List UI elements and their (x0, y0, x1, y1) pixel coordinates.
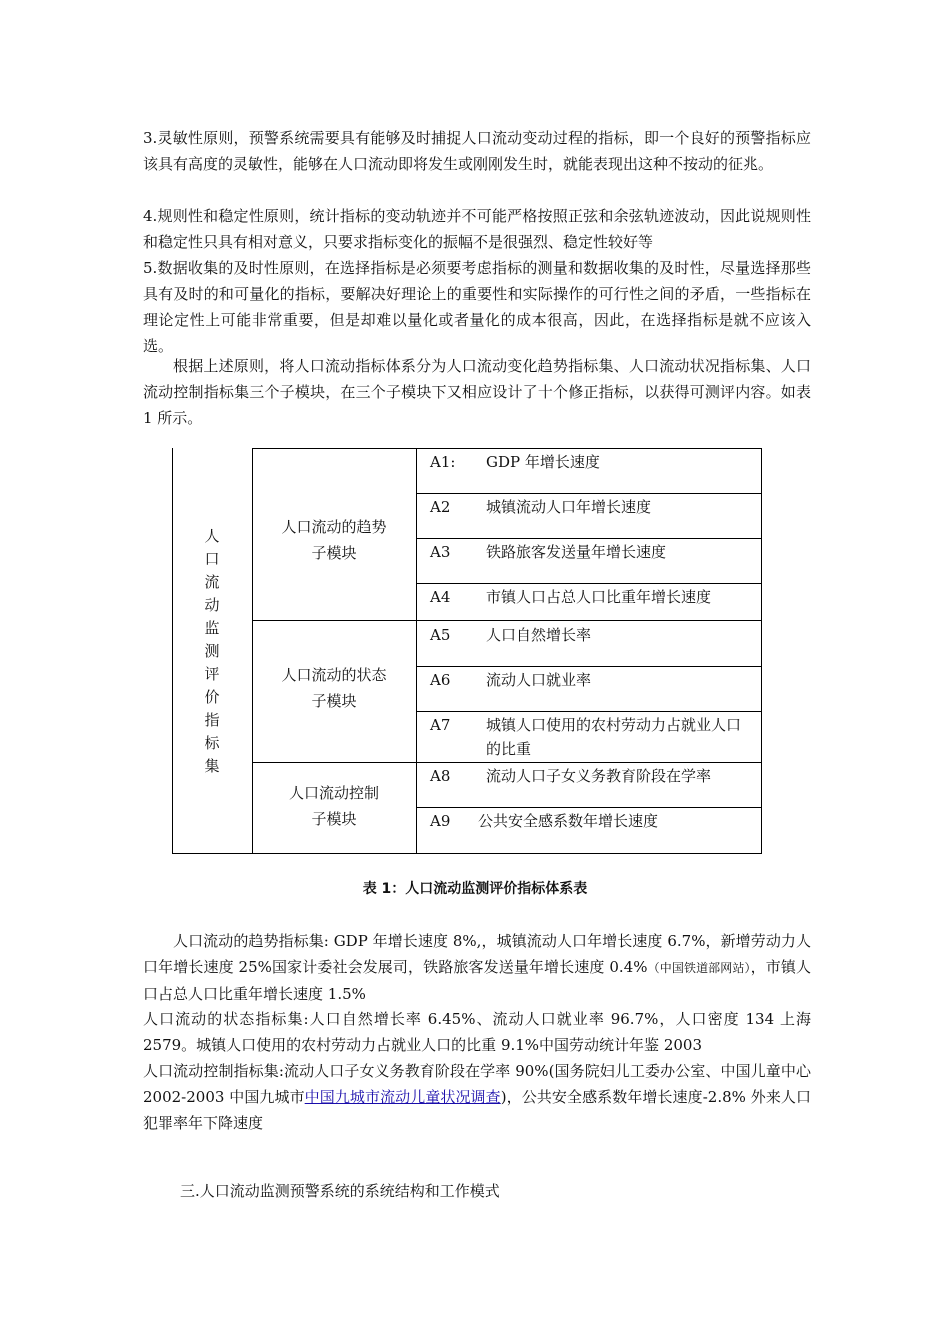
trend-text-a: 人口流动的趋势指标集: GDP 年增长速度 8%,，城镇流动人口年增长速度 6.7%，新增劳动力人口年增长速度 25%国家计委社会发展司，铁路旅客发送量年增长速度 0.4% (143, 932, 811, 976)
paragraph-summary: 根据上述原则，将人口流动指标体系分为人口流动变化趋势指标集、人口流动状况指标集、人口流动控制指标集三个子模块，在三个子模块下又相应设计了十个修正指标，以获得可测评内容。如表 1 所示。 (143, 357, 811, 427)
indicator-table: 人口流动监测评价指标集 人口流动的趋势 子模块 人口流动的状态 子模块 人口流动控制 子模块 A1: GDP 年增长速度 A2 城镇流动人口年增长速度 A3 铁路旅客发送量年增长速度 A4 市镇人口占总人口比重年增长速度 A5 人口自然增长率 A6 流动人口就业率 A7 城镇人口使用的农村劳动力占就业人口的比重 A8 流动人口子女义务教育阶段在学率 A9 公共安全感系数年增长速度 (172, 448, 762, 854)
trend-text-b: ，市镇人口占总人口比重年增长速度 1.5% (143, 958, 811, 1003)
control-text-a: 人口流动控制指标集:流动人口子女义务教育阶段在学率 90%(国务院妇儿工委办公室、中国儿童中心 2002-2003 中国九城市 (143, 1062, 811, 1106)
paragraph-regularity: 4.规则性和稳定性原则，统计指标的变动轨迹并不可能严格按照正弦和余弦轨迹波动，因此说规则性和稳定性只具有相对意义，只要求指标变化的振幅不是很强烈、稳定性较好等 (143, 207, 811, 251)
module-trend: 人口流动的趋势 子模块 (281, 518, 387, 562)
paragraph-timeliness: 5.数据收集的及时性原则，在选择指标是必须要考虑指标的测量和数据收集的及时性，尽量选择那些具有及时的和可量化的指标，要解决好理论上的重要性和实际操作的可行性之间的矛盾，一些指标在理论定性上可能非常重要，但是却难以量化或者量化的成本很高，因此，在选择指标是就不应该入选。 (143, 259, 811, 355)
module-state: 人口流动的状态 子模块 (281, 666, 387, 710)
paragraph-trend-indicators (143, 928, 811, 1007)
table-root-label: 人口流动监测评价指标集 (204, 526, 220, 775)
paragraph-sensitivity: 3.灵敏性原则，预警系统需要具有能够及时捕捉人口流动变动过程的指标，即一个良好的预警指标应该具有高度的灵敏性，能够在人口流动即将发生或刚刚发生时，就能表现出这种不按动的征兆。 (143, 129, 811, 173)
module-control: 人口流动控制 子模块 (288, 784, 379, 828)
table-caption: 表 1：人口流动监测评价指标体系表 (362, 881, 588, 897)
survey-link[interactable]: 中国九城市流动儿童状况调查 (304, 1088, 501, 1106)
paragraph-control-indicators (143, 1058, 811, 1136)
control-text-b: )，公共安全感系数年增长速度-2.8% 外来人口犯罪率年下降速度 (143, 1088, 811, 1132)
paragraph-state-indicators: 人口流动的状态指标集:人口自然增长率 6.45%、流动人口就业率 96.7%，人口密度 134 上海 2579。城镇人口使用的农村劳动力占就业人口的比重 9.1%中国劳动统计年鉴 2003 (143, 1010, 811, 1054)
trend-source: （中国铁道部网站） (647, 961, 751, 975)
section-heading: 三.人口流动监测预警系统的系统结构和工作模式 (180, 1182, 500, 1200)
